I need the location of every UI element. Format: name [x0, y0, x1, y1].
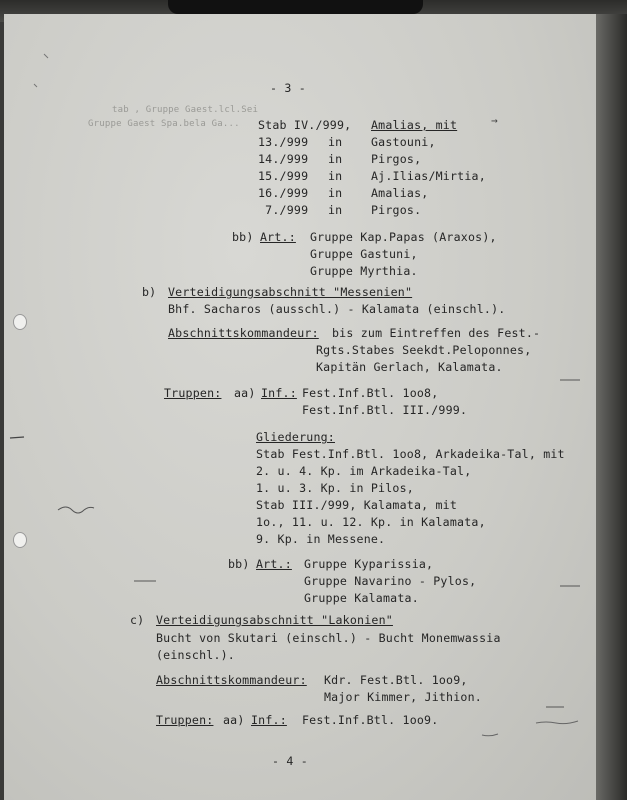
section-title: Verteidigungsabschnitt "Lakonien": [156, 613, 393, 627]
unit-in: in: [328, 135, 343, 149]
unit-line: 15./999: [258, 169, 309, 183]
section-range: Bhf. Sacharos (ausschl.) - Kalamata (einschl.).: [168, 302, 506, 316]
section-range: Bucht von Skutari (einschl.) - Bucht Monemwassia: [156, 631, 501, 645]
unit-line: 7./999: [258, 203, 309, 217]
kommandeur-line: Kapitän Gerlach, Kalamata.: [316, 360, 503, 374]
art-group-line: Gruppe Kalamata.: [304, 591, 419, 605]
inf-line: Fest.Inf.Btl. III./999.: [302, 403, 468, 417]
location-text: Amalias,: [371, 186, 429, 200]
margin-squiggle: [482, 734, 498, 736]
art-label: Art.:: [256, 557, 292, 571]
location-text: Pirgos,: [371, 152, 422, 166]
bleed-through-text: tab , Gruppe Gaest.lcl.Sei: [112, 105, 259, 115]
unit-in: in: [328, 203, 343, 217]
kommandeur-line: bis zum Eintreffen des Fest.-: [332, 326, 541, 340]
unit-line: 13./999: [258, 135, 309, 149]
gliederung-label: Gliederung:: [256, 430, 335, 444]
unit-line: Stab IV./999,: [258, 118, 352, 132]
unit-line: 14./999: [258, 152, 309, 166]
inf-line: Fest.Inf.Btl. 1oo9.: [302, 713, 439, 727]
arrow-mark: →: [491, 114, 498, 127]
unit-in: in: [328, 152, 343, 166]
unit-line: 16./999: [258, 186, 309, 200]
art-group-line: Gruppe Kap.Papas (Araxos),: [310, 230, 497, 244]
kommandeur-label: Abschnittskommandeur:: [168, 326, 319, 340]
kommandeur-label: Abschnittskommandeur:: [156, 673, 307, 687]
gliederung-line: Stab Fest.Inf.Btl. 1oo8, Arkadeika-Tal, mit: [256, 447, 565, 461]
item-marker: aa): [234, 386, 256, 400]
section-marker: b): [142, 285, 157, 299]
inf-label: Inf.:: [261, 386, 297, 400]
speck-marks: [34, 54, 48, 87]
item-marker: bb): [232, 230, 254, 244]
gliederung-line: Stab III./999, Kalamata, mit: [256, 498, 458, 512]
gliederung-line: 1. u. 3. Kp. in Pilos,: [256, 481, 414, 495]
location-text: Gastouni,: [371, 135, 436, 149]
margin-squiggle: [58, 507, 94, 513]
bleed-through-text: Gruppe Gaest Spa.bela Ga...: [88, 119, 240, 129]
margin-squiggle: [536, 721, 578, 724]
section-range: (einschl.).: [156, 648, 235, 662]
margin-marks: [4, 14, 596, 800]
unit-in: in: [328, 186, 343, 200]
inf-label: Inf.:: [251, 713, 287, 727]
binder-clip: [168, 0, 423, 14]
gliederung-line: 9. Kp. in Messene.: [256, 532, 386, 546]
art-group-line: Gruppe Gastuni,: [310, 247, 418, 261]
art-group-line: Gruppe Navarino - Pylos,: [304, 574, 477, 588]
art-group-line: Gruppe Myrthia.: [310, 264, 418, 278]
gliederung-line: 2. u. 4. Kp. im Arkadeika-Tal,: [256, 464, 472, 478]
truppen-label: Truppen:: [156, 713, 214, 727]
location-text: Aj.Ilias/Mirtia,: [371, 169, 486, 183]
page-number-header: - 3 -: [270, 81, 306, 95]
document-page: [4, 14, 596, 800]
kommandeur-line: Kdr. Fest.Btl. 1oo9,: [324, 673, 468, 687]
art-group-line: Gruppe Kyparissia,: [304, 557, 434, 571]
gliederung-line: 1o., 11. u. 12. Kp. in Kalamata,: [256, 515, 486, 529]
kommandeur-line: Rgts.Stabes Seekdt.Peloponnes,: [316, 343, 532, 357]
page-edge-shadow: [596, 14, 627, 800]
inf-line: Fest.Inf.Btl. 1oo8,: [302, 386, 439, 400]
location-text: Amalias, mit: [371, 118, 458, 132]
page-number-footer: - 4 -: [272, 754, 308, 768]
section-title: Verteidigungsabschnitt "Messenien": [168, 285, 413, 299]
location-text: Pirgos.: [371, 203, 422, 217]
item-marker: aa): [223, 713, 245, 727]
unit-in: in: [328, 169, 343, 183]
kommandeur-line: Major Kimmer, Jithion.: [324, 690, 482, 704]
item-marker: bb): [228, 557, 250, 571]
art-label: Art.:: [260, 230, 296, 244]
margin-mark: [10, 437, 24, 438]
section-marker: c): [130, 613, 145, 627]
truppen-label: Truppen:: [164, 386, 222, 400]
